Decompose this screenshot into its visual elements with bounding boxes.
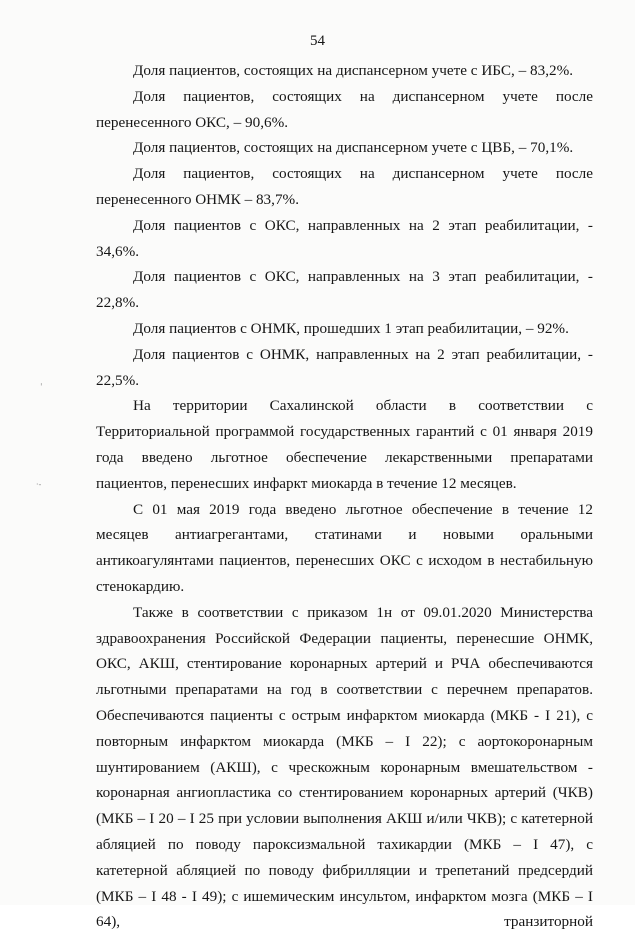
- paragraph-onmk-stage1: Доля пациентов с ОНМК, прошедших 1 этап реабилитации, – 92%.: [133, 319, 569, 337]
- page-number: 54: [310, 33, 325, 49]
- paragraph-sakhalin: На территории Сахалинской области в соответствии с Территориальной программой государственных гарантий с 01 января 2019 года введено льготное обеспечение лекарственными препаратами пациентов, перенесших инфаркт миокарда в течение 12 месяцев.: [96, 397, 593, 492]
- scan-artifact-dots: ·-: [36, 480, 42, 489]
- scan-artifact-tick: ˈ: [40, 383, 43, 393]
- paragraph-onmk-dispensary: Доля пациентов, состоящих на диспансерном учете после перенесенного ОНМК – 83,7%.: [96, 165, 593, 208]
- paragraph-cvb: Доля пациентов, состоящих на диспансерном учете с ЦВБ, – 70,1%.: [133, 139, 574, 157]
- paragraph-may-2019: С 01 мая 2019 года введено льготное обеспечение в течение 12 месяцев антиагрегантами, статинами и новыми оральными антикоагулянтами пациентов, перенесших ОКС с исходом в нестабильную стенокардию.: [96, 500, 593, 595]
- body-text: [96, 58, 593, 935]
- paragraph-order-1n: Также в соответствии с приказом 1н от 09.01.2020 Министерства здравоохранения Российской Федерации пациенты, перенесшие ОНМК, ОКС, АКШ, стентирование коронарных артерий и РЧА обеспечиваются льготными препаратами на год в соответствии с перечнем препаратов. Обеспечиваются пациенты с острым инфарктом миокарда (МКБ - I 21), с повторным инфарктом миокарда (МКБ – I 22); с аортокоронарным шунтированием (АКШ), с чрескожным коронарным вмешательством - коронарная ангиопластика со стентированием коронарных артерий (ЧКВ) (МКБ – I 20 – I 25 при условии выполнения АКШ и/или ЧКВ); с катетерной абляцией по поводу пароксизмальной тахикардии (МКБ – I 47), с катетерной абляцией по поводу фибрилляции и трепетаний предсердий (МКБ – I 48 - I 49); с ишемическим инсультом, инфарктом мозга (МКБ – I 64), транзиторной: [96, 603, 593, 931]
- paragraph-oks-dispensary: Доля пациентов, состоящих на диспансерном учете после перенесенного ОКС, – 90,6%.: [96, 87, 593, 131]
- paragraph-oks-stage2: Доля пациентов с ОКС, направленных на 2 этап реабилитации, - 34,6%.: [96, 216, 593, 260]
- paragraph-oks-stage3: Доля пациентов с ОКС, направленных на 3 этап реабилитации, - 22,8%.: [96, 268, 593, 312]
- paragraph-onmk-stage2: Доля пациентов с ОНМК, направленных на 2 этап реабилитации, - 22,5%.: [96, 345, 593, 389]
- paragraph-ibs: Доля пациентов, состоящих на диспансерном учете с ИБС, – 83,2%.: [133, 62, 574, 79]
